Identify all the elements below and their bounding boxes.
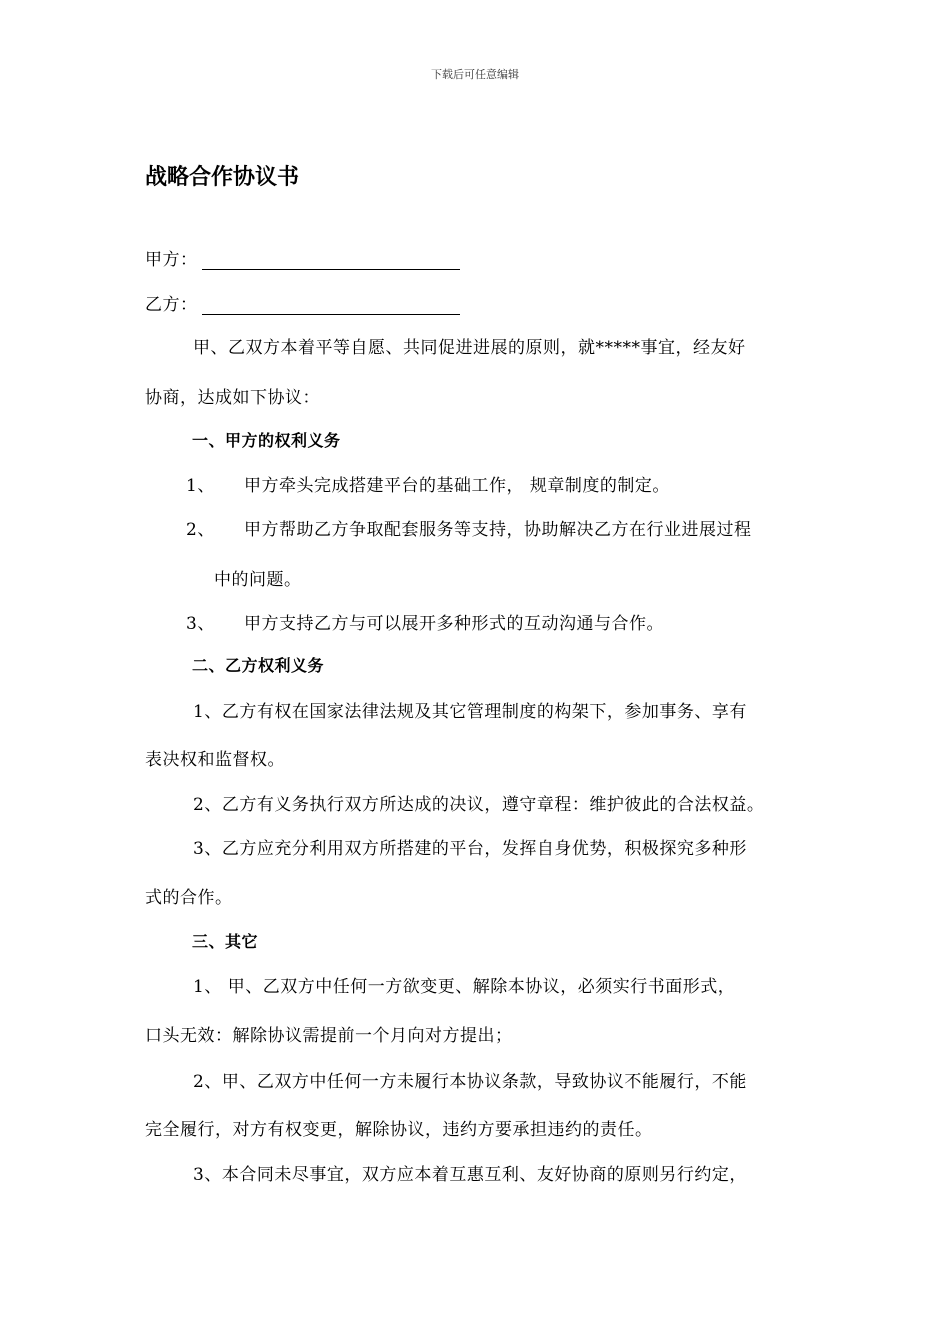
section-1-item-2: [186, 515, 752, 540]
party-a-blank: [202, 251, 460, 270]
section-1-item-1: [186, 471, 670, 496]
section-2-heading: 二、乙方权利义务: [192, 656, 325, 675]
intro-paragraph-line-1: 甲、乙双方本着平等自愿、共同促进进展的原则，就*****事宜，经友好: [193, 338, 746, 358]
section-1-item-3: [186, 609, 664, 634]
item-number: 1、: [186, 476, 215, 496]
section-3-item-2-continued: 完全履行，对方有权变更，解除协议，违约方要承担违约的责任。: [145, 1120, 653, 1140]
section-2-item-3: 3、乙方应充分利用双方所搭建的平台，发挥自身优势，积极探究多种形: [193, 839, 747, 859]
section-2-item-1-continued: 表决权和监督权。: [145, 750, 285, 770]
section-2-item-3-continued: 式的合作。: [145, 888, 233, 908]
section-2-item-1: 1、乙方有权在国家法律法规及其它管理制度的构架下，参加事务、享有: [193, 702, 747, 722]
section-1-heading: 一、甲方的权利义务: [192, 431, 341, 450]
section-2-item-2: 2、乙方有义务执行双方所达成的决议，遵守章程：维护彼此的合法权益。: [193, 795, 765, 815]
party-a-label: 甲方：: [145, 250, 198, 270]
section-3-item-2: 2、甲、乙双方中任何一方未履行本协议条款，导致协议不能履行，不能: [193, 1072, 747, 1092]
section-3-item-3: 3、本合同未尽事宜，双方应本着互惠互利、友好协商的原则另行约定，: [193, 1165, 747, 1185]
item-number: 3、: [186, 614, 215, 634]
document-title: 战略合作协议书: [145, 165, 300, 190]
section-1-item-2-continued: 中的问题。: [214, 570, 302, 590]
party-a-line: [145, 245, 460, 270]
section-3-item-1-continued: 口头无效：解除协议需提前一个月向对方提出；: [145, 1026, 513, 1046]
item-number: 2、: [186, 520, 215, 540]
item-text: 甲方牵头完成搭建平台的基础工作， 规章制度的制定。: [244, 476, 670, 496]
intro-paragraph-line-2: 协商，达成如下协议：: [145, 388, 320, 408]
section-3-item-1: 1、 甲、乙双方中任何一方欲变更、解除本协议，必须实行书面形式，: [193, 977, 736, 997]
item-text: 甲方帮助乙方争取配套服务等支持，协助解决乙方在行业进展过程: [244, 520, 752, 540]
page-header: 下载后可任意编辑: [431, 68, 519, 81]
party-b-label: 乙方：: [145, 295, 198, 315]
item-text: 甲方支持乙方与可以展开多种形式的互动沟通与合作。: [244, 614, 664, 634]
party-b-line: [145, 290, 460, 315]
party-b-blank: [202, 296, 460, 315]
section-3-heading: 三、其它: [192, 932, 259, 951]
